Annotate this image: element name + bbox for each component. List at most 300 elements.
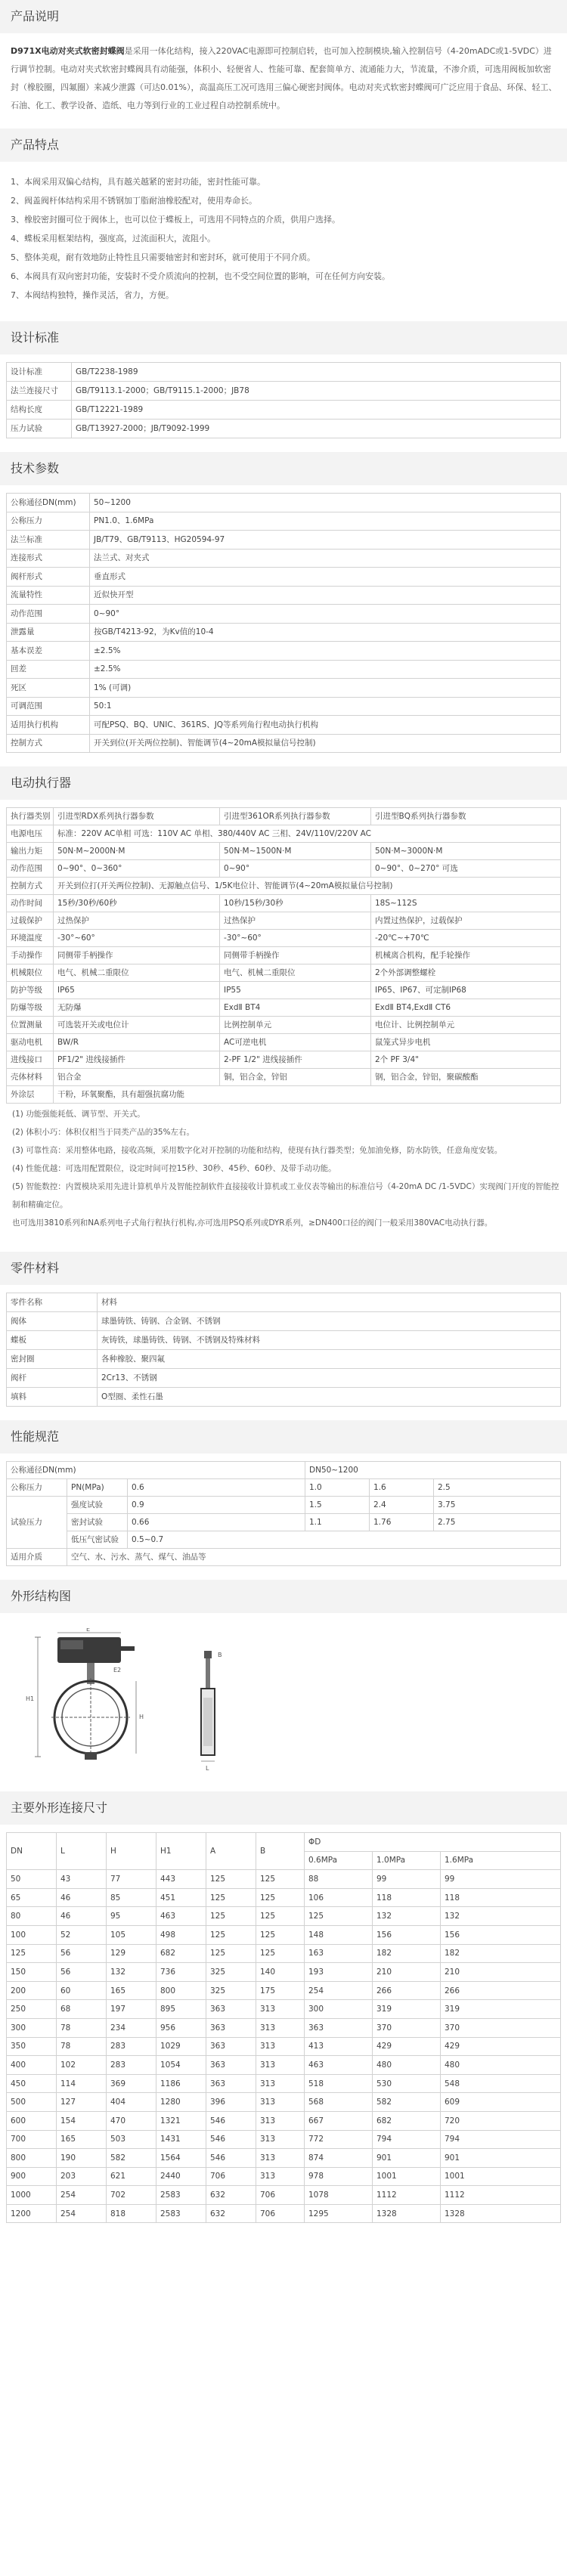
table-cell: 582: [373, 2093, 441, 2112]
table-row: [7, 843, 561, 860]
table-cell: 370: [441, 2018, 561, 2037]
table-row: [7, 1350, 561, 1369]
table-row: [7, 2056, 561, 2075]
table-cell: 182: [373, 1944, 441, 1963]
table-cell: 200: [7, 1981, 57, 2000]
table-cell: 1.5: [305, 1497, 370, 1514]
table-cell: 电位计、比例控制单元: [371, 1017, 561, 1034]
table-cell: 过热保护: [54, 912, 220, 930]
table-cell: 2-PF 1/2" 进线接插件: [220, 1051, 371, 1069]
table-cell: 0.9: [128, 1497, 305, 1514]
dim-label-e: E: [86, 1628, 91, 1633]
table-cell: 165: [107, 1981, 156, 2000]
table-row: [7, 1981, 561, 2000]
table-cell: 443: [156, 1870, 206, 1889]
table-row: [7, 860, 561, 878]
table-cell: 363: [206, 2037, 256, 2056]
table-cell: 156: [441, 1925, 561, 1944]
materials-heading: 零件材料: [0, 1252, 567, 1285]
table-cell: 300: [7, 2018, 57, 2037]
table-row: [7, 2167, 561, 2186]
table-cell: 防护等级: [7, 982, 54, 999]
table-cell: 400: [7, 2056, 57, 2075]
table-cell: 621: [107, 2167, 156, 2186]
table-header-row: [7, 1293, 561, 1312]
table-cell: 密封圈: [7, 1350, 98, 1369]
design-standard-table: [6, 362, 561, 438]
table-cell: 0~90°: [90, 605, 561, 624]
table-cell: 1.0: [305, 1479, 370, 1497]
table-cell: 956: [156, 2018, 206, 2037]
table-cell: 234: [107, 2018, 156, 2037]
table-cell: 125: [305, 1907, 373, 1926]
table-cell: 175: [256, 1981, 305, 2000]
table-row: [7, 420, 561, 438]
product-intro-text: 是采用一体化结构，接入220VAC电源即可控制启转，也可加入控制模块,输入控制信号（4-20mADC或1-5VDC）进行调节控制。电动对夹式软密封蝶阀具有动能强，体积小、轻便省人、性能可靠、配套简单方、流通能力大，节流量，不渗介质，可选用阀板加软密封（橡胶圈，四氟圈）来减少泄露（可达0.01%），高温高压工况可选用三偏心硬密封阀体。电动对夹式软密封蝶阀可广泛应用于食品、环保、轻工、石油、化工、教学设备、造纸、电力等到行业的工业过程自动控制系统中。: [11, 46, 557, 110]
table-cell: 50: [7, 1870, 57, 1889]
table-row: [7, 1034, 561, 1051]
table-cell: 电气、机械二重限位: [54, 964, 220, 982]
table-cell: 空气、水、污水、蒸气、煤气、油品等: [67, 1549, 561, 1566]
table-cell: 外涂层: [7, 1086, 54, 1104]
table-cell: ExdⅡ BT4: [220, 999, 371, 1017]
table-row: [7, 1086, 561, 1104]
table-cell: 50:1: [90, 697, 561, 716]
table-cell: 1112: [441, 2186, 561, 2205]
table-cell: 1.76: [370, 1514, 434, 1531]
table-cell: 498: [156, 1925, 206, 1944]
table-cell: 266: [441, 1981, 561, 2000]
table-cell: 125: [256, 1944, 305, 1963]
table-cell: 15秒/30秒/60秒: [54, 895, 220, 912]
table-row: [7, 1017, 561, 1034]
features-list: [0, 162, 567, 321]
table-cell: 266: [373, 1981, 441, 2000]
table-cell: 313: [256, 2000, 305, 2019]
table-cell: 0.66: [128, 1514, 305, 1531]
design-standard-heading: 设计标准: [0, 321, 567, 355]
table-cell: 682: [156, 1944, 206, 1963]
table-cell: 125: [206, 1870, 256, 1889]
table-cell: GB/T12221-1989: [72, 401, 561, 420]
table-cell: 95: [107, 1907, 156, 1926]
table-cell: PF1/2" 进线接插件: [54, 1051, 220, 1069]
table-row: [7, 1369, 561, 1388]
note-item: (2) 体积小巧：体积仅相当于同类产品的35%左右。: [12, 1128, 195, 1137]
table-cell: 794: [373, 2130, 441, 2149]
table-header-cell: B: [256, 1833, 305, 1870]
table-cell: 2.5: [434, 1479, 561, 1497]
table-cell: 319: [373, 2000, 441, 2019]
table-row: [7, 2037, 561, 2056]
table-cell: 1295: [305, 2204, 373, 2223]
tech-params-table: [6, 493, 561, 753]
table-cell: 125: [206, 1944, 256, 1963]
table-cell: 2个外部调整螺栓: [371, 964, 561, 982]
table-row: [7, 2149, 561, 2168]
table-row: [7, 2074, 561, 2093]
table-cell: 公称通径DN(mm): [7, 1462, 305, 1479]
table-cell: 568: [305, 2093, 373, 2112]
table-row: [7, 623, 561, 642]
table-header-cell: 材料: [98, 1293, 561, 1312]
table-cell: 试验压力: [7, 1497, 67, 1549]
table-cell: 进线接口: [7, 1051, 54, 1069]
table-row: [7, 1888, 561, 1907]
table-cell: IP65: [54, 982, 220, 999]
table-cell: 驱动电机: [7, 1034, 54, 1051]
table-cell: 503: [107, 2130, 156, 2149]
table-cell: 480: [441, 2056, 561, 2075]
table-row: [7, 930, 561, 947]
product-intro-heading: 产品说明: [0, 0, 567, 33]
table-row: [7, 2093, 561, 2112]
table-cell: 铜，铝合金，锌铝: [220, 1069, 371, 1086]
table-cell: 68: [57, 2000, 107, 2019]
table-cell: 313: [256, 2149, 305, 2168]
table-row: [7, 2186, 561, 2205]
table-cell: 125: [256, 1888, 305, 1907]
table-header-cell: 0.6MPa: [305, 1851, 373, 1870]
table-cell: 900: [7, 2167, 57, 2186]
table-cell: 150: [7, 1963, 57, 1982]
table-cell: 363: [206, 2018, 256, 2037]
table-cell: 适用介质: [7, 1549, 67, 1566]
outline-drawing: [15, 1628, 469, 1779]
table-header-cell: 引进型361OR系列执行器参数: [220, 808, 371, 825]
table-cell: 125: [256, 1907, 305, 1926]
table-header-cell: A: [206, 1833, 256, 1870]
table-row: [7, 1497, 561, 1514]
feature-item: 6、本阀具有双向密封功能，安装时不受介质流向的控制，也不受空间位置的影响，可在任何方向安装。: [11, 271, 390, 281]
table-cell: 313: [256, 2111, 305, 2130]
table-cell: 706: [206, 2167, 256, 2186]
table-cell: 254: [57, 2204, 107, 2223]
table-cell: 开关到位(开关两位控制)、智能调节(4~20mA模拟量信号控制): [90, 734, 561, 753]
table-cell: 197: [107, 2000, 156, 2019]
table-cell: 370: [373, 2018, 441, 2037]
table-cell: 56: [57, 1944, 107, 1963]
table-cell: 标准：220V AC单相 可选：110V AC 单相、380/440V AC 三相、24V/110V/220V AC: [54, 825, 561, 843]
table-cell: 78: [57, 2018, 107, 2037]
table-cell: 132: [441, 1907, 561, 1926]
table-cell: 各种橡胶、聚四氟: [98, 1350, 561, 1369]
feature-item: 3、橡胶密封圈可位于阀体上，也可以位于蝶板上，可选用不同特点的介质，供用户选择。: [11, 215, 340, 224]
table-row: [7, 1907, 561, 1926]
table-cell: 413: [305, 2037, 373, 2056]
table-cell: 800: [7, 2149, 57, 2168]
table-cell: 518: [305, 2074, 373, 2093]
product-intro: [0, 33, 567, 128]
table-cell: 1280: [156, 2093, 206, 2112]
table-cell: 法兰标准: [7, 531, 90, 550]
table-cell: 机械限位: [7, 964, 54, 982]
table-cell: 140: [256, 1963, 305, 1982]
table-cell: 99: [373, 1870, 441, 1889]
table-cell: 78: [57, 2037, 107, 2056]
table-cell: 50~1200: [90, 494, 561, 512]
table-header-cell: 1.6MPa: [441, 1851, 561, 1870]
table-cell: 钢，铝合金，锌铝，聚碳酸酯: [371, 1069, 561, 1086]
table-cell: 313: [256, 2093, 305, 2112]
table-cell: 480: [373, 2056, 441, 2075]
table-cell: 582: [107, 2149, 156, 2168]
table-cell: 546: [206, 2149, 256, 2168]
valve-drawing-svg: [15, 1628, 469, 1779]
feature-item: 5、整体美观，耐有效地防止特性且只需要轴密封和密封环，就可使用于不同介质。: [11, 252, 315, 262]
table-cell: 52: [57, 1925, 107, 1944]
table-cell: 736: [156, 1963, 206, 1982]
table-cell: 125: [256, 1925, 305, 1944]
table-cell: 463: [156, 1907, 206, 1926]
table-cell: GB/T13927-2000；JB/T9092-1999: [72, 420, 561, 438]
table-cell: 2583: [156, 2186, 206, 2205]
table-cell: 609: [441, 2093, 561, 2112]
table-cell: 电气、机械二重限位: [220, 964, 371, 982]
note-item: (1) 功能强能耗低、调节型、开关式。: [12, 1110, 145, 1119]
table-cell: 88: [305, 1870, 373, 1889]
table-cell: 102: [57, 2056, 107, 2075]
dim-label-b: B: [218, 1652, 222, 1658]
table-cell: 350: [7, 2037, 57, 2056]
table-cell: 46: [57, 1907, 107, 1926]
table-cell: 0.5~0.7: [128, 1531, 561, 1549]
table-header-cell: 引进型BQ系列执行器参数: [371, 808, 561, 825]
table-cell: 125: [256, 1870, 305, 1889]
table-cell: 165: [57, 2130, 107, 2149]
table-cell: 283: [107, 2056, 156, 2075]
table-row: [7, 2130, 561, 2149]
table-cell: AC可逆电机: [220, 1034, 371, 1051]
table-cell: 319: [441, 2000, 561, 2019]
table-cell: 772: [305, 2130, 373, 2149]
table-cell: 过热保护: [220, 912, 371, 930]
table-cell: 363: [206, 2056, 256, 2075]
table-cell: 190: [57, 2149, 107, 2168]
table-cell: 325: [206, 1963, 256, 1982]
table-cell: 3.75: [434, 1497, 561, 1514]
note-item: (3) 可靠性高：采用整体电路，接收高频，采用数字化对开控制的功能和结构，使现有执行器类型；免加油免修，防水防铁，任意角度安装。: [12, 1146, 503, 1155]
table-cell: 2440: [156, 2167, 206, 2186]
table-cell: 流量特性: [7, 586, 90, 605]
table-cell: 80: [7, 1907, 57, 1926]
feature-item: 1、本阀采用双偏心结构，具有越关越紧的密封功能，密封性能可靠。: [11, 177, 265, 187]
table-cell: 机械离合机构，配手轮操作: [371, 947, 561, 964]
table-row: [7, 586, 561, 605]
table-header-cell: L: [57, 1833, 107, 1870]
table-cell: PN1.0、1.6MPa: [90, 512, 561, 531]
table-cell: 667: [305, 2111, 373, 2130]
table-row: [7, 1925, 561, 1944]
table-cell: 干粉，环氧聚酯，具有超强抗腐功能: [54, 1086, 561, 1104]
materials-table: [6, 1293, 561, 1407]
table-cell: 50N·M~3000N·M: [371, 843, 561, 860]
table-cell: 18S~112S: [371, 895, 561, 912]
dim-label-e2: E2: [113, 1667, 122, 1673]
table-row: [7, 382, 561, 401]
table-cell: ExdⅡ BT4,ExdⅡ CT6: [371, 999, 561, 1017]
table-cell: 铝合金: [54, 1069, 220, 1086]
table-cell: 动作时间: [7, 895, 54, 912]
table-cell: 低压气密试验: [67, 1531, 128, 1549]
table-row: [7, 531, 561, 550]
table-cell: 1328: [441, 2204, 561, 2223]
table-cell: -30°~60°: [220, 930, 371, 947]
table-cell: 700: [7, 2130, 57, 2149]
table-cell: 100: [7, 1925, 57, 1944]
table-cell: 阀体: [7, 1312, 98, 1331]
table-cell: 65: [7, 1888, 57, 1907]
table-row: [7, 1870, 561, 1889]
table-row: [7, 401, 561, 420]
table-cell: 结构长度: [7, 401, 72, 420]
table-row: [7, 895, 561, 912]
table-cell: 300: [305, 2000, 373, 2019]
table-cell: 法兰连接尺寸: [7, 382, 72, 401]
table-cell: 254: [57, 2186, 107, 2205]
table-cell: 0~90°、0~360°: [54, 860, 220, 878]
table-cell: 313: [256, 2074, 305, 2093]
table-cell: 118: [441, 1888, 561, 1907]
table-cell: 250: [7, 2000, 57, 2019]
features-heading: 产品特点: [0, 128, 567, 162]
table-row: [7, 549, 561, 568]
table-cell: 过载保护: [7, 912, 54, 930]
table-cell: 154: [57, 2111, 107, 2130]
table-cell: 输出力矩: [7, 843, 54, 860]
dim-label-h1: H1: [26, 1695, 35, 1702]
table-cell: 按GB/T4213-92，为Kv值的10-4: [90, 623, 561, 642]
table-cell: 2Cr13、不锈钢: [98, 1369, 561, 1388]
table-cell: 同侧带手柄操作: [54, 947, 220, 964]
table-cell: 1% (可调): [90, 679, 561, 698]
table-cell: 适用执行机构: [7, 716, 90, 735]
table-row: [7, 1312, 561, 1331]
table-cell: 2.75: [434, 1514, 561, 1531]
table-row: [7, 2204, 561, 2223]
table-header-cell: H: [107, 1833, 156, 1870]
table-cell: 0.6: [128, 1479, 305, 1497]
table-row: [7, 878, 561, 895]
table-cell: 325: [206, 1981, 256, 2000]
table-cell: 895: [156, 2000, 206, 2019]
table-cell: 794: [441, 2130, 561, 2149]
table-header-cell: 引进型RDX系列执行器参数: [54, 808, 220, 825]
table-cell: 632: [206, 2204, 256, 2223]
feature-item: 4、蝶板采用框架结构，强度高，过流面积大，流阻小。: [11, 234, 215, 243]
table-row: [7, 964, 561, 982]
table-cell: 1029: [156, 2037, 206, 2056]
table-cell: 313: [256, 2167, 305, 2186]
table-cell: 环境温度: [7, 930, 54, 947]
table-cell: 1112: [373, 2186, 441, 2205]
dimensions-table: [6, 1832, 561, 2223]
table-cell: 193: [305, 1963, 373, 1982]
table-cell: 1328: [373, 2204, 441, 2223]
table-cell: 163: [305, 1944, 373, 1963]
table-cell: 开关到位打(开关两位控制)、无源触点信号、1/5K电位计、智能调节(4~20mA模拟量信号控制): [54, 878, 561, 895]
table-row: [7, 1331, 561, 1350]
table-cell: 泄露量: [7, 623, 90, 642]
table-cell: 182: [441, 1944, 561, 1963]
actuator-heading: 电动执行器: [0, 766, 567, 800]
table-row: [7, 999, 561, 1017]
table-cell: 451: [156, 1888, 206, 1907]
table-cell: 密封试验: [67, 1514, 128, 1531]
table-cell: ±2.5%: [90, 660, 561, 679]
table-cell: -20℃~+70℃: [371, 930, 561, 947]
table-row: [7, 494, 561, 512]
table-cell: BW/R: [54, 1034, 220, 1051]
table-cell: 43: [57, 1870, 107, 1889]
product-title: D971X电动对夹式软密封蝶阀: [11, 46, 125, 56]
table-row: [7, 1051, 561, 1069]
table-cell: 50N·M~2000N·M: [54, 843, 220, 860]
table-row: [7, 697, 561, 716]
table-cell: 132: [373, 1907, 441, 1926]
table-cell: 1186: [156, 2074, 206, 2093]
table-cell: 手动操作: [7, 947, 54, 964]
performance-heading: 性能规范: [0, 1420, 567, 1454]
table-cell: 105: [107, 1925, 156, 1944]
table-cell: 内置过热保护，过载保护: [371, 912, 561, 930]
table-cell: 动作范围: [7, 860, 54, 878]
table-cell: 控制方式: [7, 878, 54, 895]
table-cell: 254: [305, 1981, 373, 2000]
table-cell: 313: [256, 2130, 305, 2149]
table-cell: 防爆等级: [7, 999, 54, 1017]
table-cell: 56: [57, 1963, 107, 1982]
table-cell: 0~90°: [220, 860, 371, 878]
table-cell: 46: [57, 1888, 107, 1907]
table-cell: 可调范围: [7, 697, 90, 716]
table-cell: 818: [107, 2204, 156, 2223]
table-cell: 球墨铸铁、铸钢、合金钢、不锈钢: [98, 1312, 561, 1331]
side-stem: [206, 1658, 210, 1689]
table-cell: ±2.5%: [90, 642, 561, 661]
table-row: [7, 1549, 561, 1566]
table-cell: 548: [441, 2074, 561, 2093]
table-cell: 阀杆: [7, 1369, 98, 1388]
tech-params-heading: 技术参数: [0, 452, 567, 485]
table-cell: 压力试验: [7, 420, 72, 438]
table-header-cell: DN: [7, 1833, 57, 1870]
table-header-row: [7, 1833, 561, 1852]
table-cell: 901: [373, 2149, 441, 2168]
table-cell: 强度试验: [67, 1497, 128, 1514]
table-header-cell: 1.0MPa: [373, 1851, 441, 1870]
table-cell: 125: [206, 1907, 256, 1926]
table-cell: 蝶板: [7, 1331, 98, 1350]
table-cell: 313: [256, 2056, 305, 2075]
table-cell: 210: [373, 1963, 441, 1982]
table-cell: 363: [206, 2000, 256, 2019]
table-cell: 706: [256, 2204, 305, 2223]
table-cell: 530: [373, 2074, 441, 2093]
table-cell: 106: [305, 1888, 373, 1907]
table-row: [7, 2000, 561, 2019]
table-row: [7, 1531, 561, 1549]
table-header-row: [7, 808, 561, 825]
table-cell: 901: [441, 2149, 561, 2168]
table-cell: 874: [305, 2149, 373, 2168]
table-cell: 706: [256, 2186, 305, 2205]
table-row: [7, 1479, 561, 1497]
table-cell: 132: [107, 1963, 156, 1982]
table-cell: 电源电压: [7, 825, 54, 843]
table-cell: 2.4: [370, 1497, 434, 1514]
table-cell: 填料: [7, 1388, 98, 1407]
